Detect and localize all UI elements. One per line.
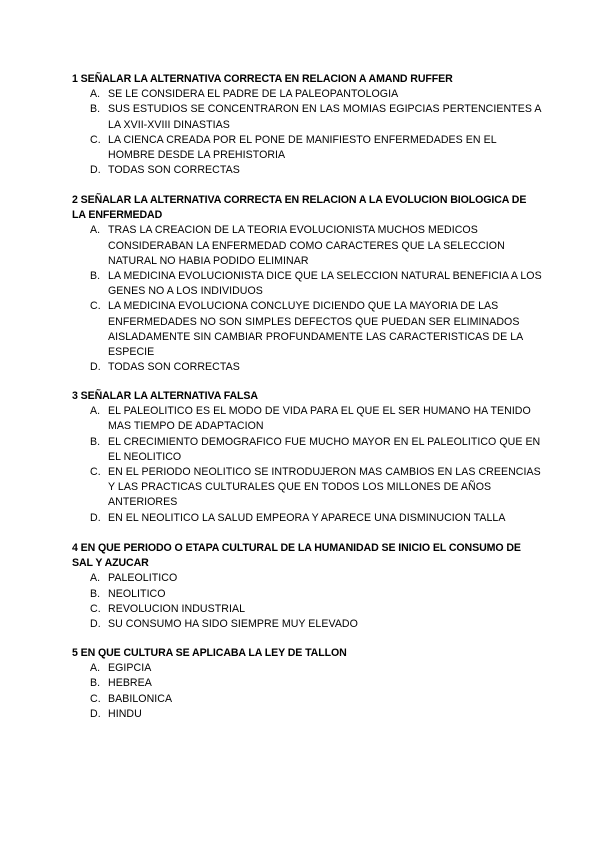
option-text: LA MEDICINA EVOLUCIONA CONCLUYE DICIENDO QUE LA MAYORIA DE LAS ENFERMEDADES NO SON SIMPLES DEFECTOS QUE PUEDAN SER ELIMINADOS AISLADAMENTE SIN CAMBIAR PROFUNDAMENTE LAS CARACTERISTICAS DE LA ESPECIE [108,300,523,359]
option-letter: A. [90,224,101,237]
option-text: EN EL NEOLITICO LA SALUD EMPEORA Y APARECE UNA DISMINUCION TALLA [108,511,506,524]
option-letter: C. [90,602,101,615]
option-text: HEBREA [108,677,152,690]
option-letter: A. [90,88,101,101]
question-3-option-d [72,511,542,526]
option-text: REVOLUCION INDUSTRIAL [108,602,246,615]
question-5-option-c [72,692,542,707]
question-2-title: 2 SEÑALAR LA ALTERNATIVA CORRECTA EN RELACION A LA EVOLUCION BIOLOGICA DE LA ENFERMEDAD [72,194,527,222]
question-5 [72,646,542,722]
question-4-option-b [72,587,542,602]
option-letter: B. [90,677,101,690]
option-text: SE LE CONSIDERA EL PADRE DE LA PALEOPANTOLOGIA [108,88,399,101]
option-text: BABILONICA [108,692,173,705]
question-4-option-c [72,602,542,617]
option-letter: A. [90,405,101,418]
option-text: TODAS SON CORRECTAS [108,164,240,177]
question-3-option-c [72,465,542,511]
option-text: EL PALEOLITICO ES EL MODO DE VIDA PARA EL QUE EL SER HUMANO HA TENIDO MAS TIEMPO DE ADAPTACION [108,405,531,433]
option-text: LA CIENCA CREADA POR EL PONE DE MANIFIESTO ENFERMEDADES EN EL HOMBRE DESDE LA PREHISTORIA [108,133,497,162]
question-1-option-b [72,102,542,132]
question-1-options [72,87,542,178]
question-5-options [72,661,542,722]
question-5-title: 5 EN QUE CULTURA SE APLICABA LA LEY DE TALLON [72,647,347,659]
option-text: HINDU [108,707,142,720]
question-3-option-a [72,404,542,434]
option-letter: A. [90,662,101,675]
option-text: PALEOLITICO [108,572,178,585]
option-letter: D. [90,361,101,374]
question-2-option-b [72,269,542,299]
question-1-option-a [72,87,542,102]
option-letter: C. [90,300,101,313]
option-text: TODAS SON CORRECTAS [108,361,240,374]
question-5-option-d [72,707,542,722]
option-letter: B. [90,435,101,448]
question-1-title: 1 SEÑALAR LA ALTERNATIVA CORRECTA EN RELACION A AMAND RUFFER [72,73,453,85]
question-1 [72,72,542,178]
option-letter: C. [90,692,101,705]
option-letter: D. [90,707,101,720]
option-letter: C. [90,133,101,146]
question-4-option-a [72,571,542,586]
option-text: SU CONSUMO HA SIDO SIEMPRE MUY ELEVADO [108,618,358,631]
option-letter: B. [90,587,101,600]
option-letter: D. [90,164,101,177]
question-4-options [72,571,542,632]
question-4-title: 4 EN QUE PERIODO O ETAPA CULTURAL DE LA HUMANIDAD SE INICIO EL CONSUMO DE SAL Y AZUCAR [72,542,521,570]
question-4 [72,541,542,632]
question-5-option-a [72,661,542,676]
option-letter: B. [90,270,101,283]
option-text: SUS ESTUDIOS SE CONCENTRARON EN LAS MOMIAS EGIPCIAS PERTENCIENTES A LA XVII-XVIII DINASTIAS [108,103,541,131]
option-letter: A. [90,572,101,585]
question-1-option-c [72,133,542,163]
option-text: NEOLITICO [108,587,166,600]
option-text: EN EL PERIODO NEOLITICO SE INTRODUJERON MAS CAMBIOS EN LAS CREENCIAS Y LAS PRACTICAS CULTURALES QUE EN TODOS LOS MILLONES DE AÑOS ANTERIORES [108,466,541,509]
question-3-option-b [72,435,542,465]
option-text: LA MEDICINA EVOLUCIONISTA DICE QUE LA SELECCION NATURAL BENEFICIA A LOS GENES NO A LOS INDIVIDUOS [108,270,542,298]
option-letter: D. [90,618,101,631]
option-text: EGIPCIA [108,662,152,675]
question-4-option-d [72,617,542,632]
option-letter: C. [90,466,101,479]
question-3 [72,389,542,526]
question-2-option-c [72,299,542,360]
question-2-option-a [72,223,542,269]
question-1-option-d [72,163,542,178]
question-2 [72,193,542,375]
question-2-options [72,223,542,375]
option-letter: B. [90,103,101,116]
question-5-option-b [72,676,542,691]
question-3-options [72,404,542,526]
option-text: TRAS LA CREACION DE LA TEORIA EVOLUCIONISTA MUCHOS MEDICOS CONSIDERABAN LA ENFERMEDAD COMO CARACTERES QUE LA SELECCION NATURAL NO HABIA PODIDO ELIMINAR [108,224,505,267]
question-3-title: 3 SEÑALAR LA ALTERNATIVA FALSA [72,390,258,402]
option-text: EL CRECIMIENTO DEMOGRAFICO FUE MUCHO MAYOR EN EL PALEOLITICO QUE EN EL NEOLITICO [108,435,541,463]
question-2-option-d [72,360,542,375]
option-letter: D. [90,511,101,524]
